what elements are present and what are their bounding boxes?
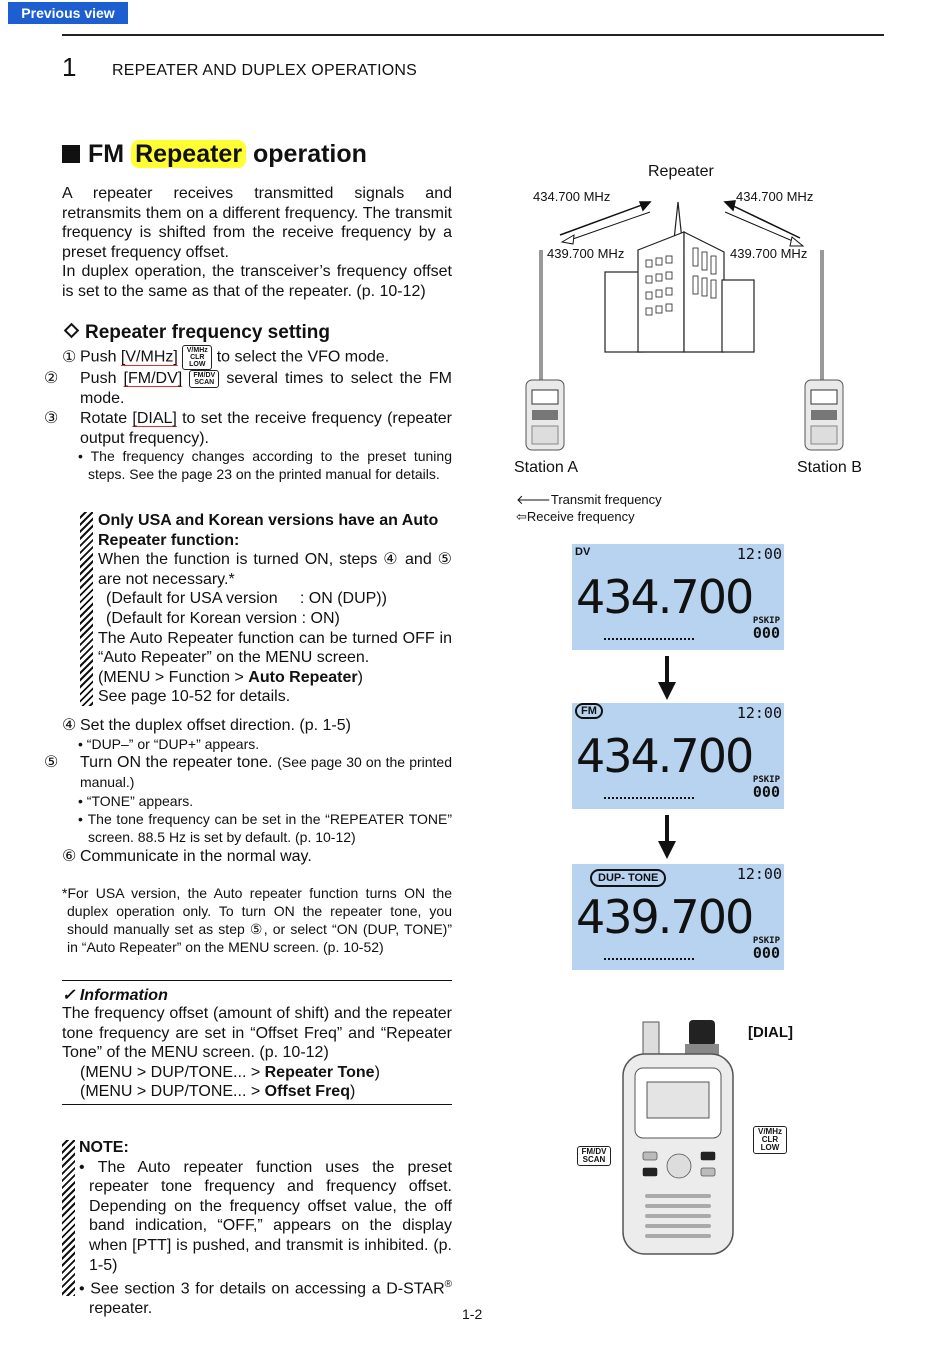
step-3-bullet: • The frequency changes according to the preset tuning steps. See the page 23 on the printed manual for details. bbox=[78, 448, 452, 482]
legend-transmit: 🡐Transmit frequency bbox=[516, 492, 662, 507]
tx-arrow-right bbox=[725, 202, 800, 238]
station-b-label: Station B bbox=[797, 459, 862, 476]
step-4: ④ Set the duplex offset direction. (p. 1-5) bbox=[62, 717, 351, 734]
repeater-diagram bbox=[500, 180, 880, 460]
auto-repeater-note: Only USA and Korean versions have an Auto Repeater function: When the function is turned ON, steps ④ and ⑤ are not necessary.* (Default for USA version : ON (DUP)) (Default for Korean version : ON) The Auto Repeater function can be turned OFF in “Auto Repeater” on the MENU screen. (MENU > Function > Auto Repeater) See page 10-52 for details. bbox=[98, 512, 452, 706]
chapter-title: REPEATER AND DUPLEX OPERATIONS bbox=[112, 62, 418, 79]
information-title: ✓ Information bbox=[62, 987, 168, 1004]
step-4-bullet: • “DUP–” or “DUP+” appears. bbox=[78, 736, 260, 752]
section-title: FM Repeater operation bbox=[62, 140, 367, 169]
dial-label: [DIAL] bbox=[748, 1024, 793, 1041]
note-block: NOTE: • The Auto repeater function uses the preset repeater tone frequency and frequency offset. Depending on the frequency offset value, the off band indication, “OFF,” appears on the display when [PTT] is pushed, and transmit is inhibited. (p. 1-5) • See section 3 for details on accessing a D-STAR® repeater. bbox=[79, 1139, 453, 1318]
info-bottom-rule bbox=[62, 1104, 452, 1105]
square-bullet-icon bbox=[62, 145, 80, 163]
freq-bottom-left: 439.700 MHz bbox=[547, 246, 625, 261]
freq-top-right: 434.700 MHz bbox=[736, 189, 814, 204]
tx-arrow-left bbox=[560, 202, 650, 235]
note-hatch-bar bbox=[80, 512, 93, 706]
diamond-icon bbox=[64, 323, 80, 339]
fmdv-key-label: FM/DV SCAN bbox=[577, 1146, 611, 1166]
freq-bottom-right: 439.700 MHz bbox=[730, 246, 808, 261]
station-a-label: Station A bbox=[514, 459, 579, 476]
rx-arrowhead-right bbox=[790, 237, 803, 246]
note-hatch-bar-2 bbox=[62, 1140, 75, 1296]
legend-receive: ⇦Receive frequency bbox=[516, 509, 635, 524]
vmhz-key-icon: V/MHz CLR LOW bbox=[182, 345, 212, 370]
intro-paragraph: A repeater receives transmitted signals and retransmits them on a different frequency. The transmit frequency is shifted from the receive frequency by a preset frequency offset. In duplex operation, the transceiver’s frequency offset is set to the same as that of the repeater. (p. 10-12) bbox=[62, 185, 452, 300]
left-arrow-icon: 🡐 bbox=[516, 492, 551, 507]
subsection-title: Repeater frequency setting bbox=[62, 322, 330, 344]
step-1: ① Push [V/MHz] V/MHz CLR LOW to select the VFO mode. bbox=[62, 347, 390, 368]
tx-arrowhead-left bbox=[640, 202, 650, 210]
radio-illustration bbox=[615, 1018, 745, 1258]
down-arrow-icon bbox=[657, 815, 677, 859]
repeater-label: Repeater bbox=[648, 163, 714, 180]
lcd-display-fm: FM 12:00 434.700 PSKIP 000 bbox=[572, 703, 784, 809]
information-text: The frequency offset (amount of shift) and the repeater tone frequency are set in “Offset Freq” and “Repeater Tone” of the MENU screen. (p. 10-12) (MENU > DUP/TONE... > Repeater Tone) (MENU > DUP/TONE... > Offset Freq) bbox=[62, 1005, 452, 1101]
page-number: 1-2 bbox=[462, 1306, 483, 1322]
lcd-display-dup-tone: DUP- TONE 12:00 439.700 PSKIP 000 bbox=[572, 864, 784, 970]
step-6: ⑥ Communicate in the normal way. bbox=[62, 848, 312, 865]
rx-arrow-right bbox=[725, 212, 795, 242]
chapter-number: 1 bbox=[62, 52, 77, 82]
dial-knob bbox=[689, 1020, 715, 1046]
header-rule bbox=[62, 34, 884, 36]
check-icon: ✓ bbox=[62, 987, 76, 1004]
title-highlight: Repeater bbox=[131, 140, 246, 168]
station-a-radio bbox=[526, 250, 564, 450]
lcd-display-dv: DV 12:00 434.700 PSKIP 000 bbox=[572, 544, 784, 650]
freq-top-left: 434.700 MHz bbox=[533, 189, 611, 204]
step-5-bullet-2: • The tone frequency can be set in the “REPEATER TONE” screen. 88.5 Hz is set by default. (p. 10-12) bbox=[78, 811, 453, 845]
city-buildings bbox=[605, 202, 754, 352]
previous-view-button[interactable]: Previous view bbox=[8, 2, 128, 24]
info-top-rule bbox=[62, 980, 452, 981]
down-arrow-icon bbox=[657, 656, 677, 700]
hollow-left-arrow-icon: ⇦ bbox=[516, 509, 527, 524]
fmdv-key-icon: FM/DV SCAN bbox=[189, 370, 219, 388]
step-2: ② Push [FM/DV] FM/DV SCAN several times to select the FM mode. bbox=[44, 370, 453, 407]
vmhz-key-label: V/MHz CLR LOW bbox=[753, 1126, 787, 1154]
step-5: ⑤ Turn ON the repeater tone. (See page 30 on the printed manual.) bbox=[44, 754, 453, 790]
tx-arrowhead-right bbox=[725, 201, 735, 210]
rx-arrowhead-left bbox=[562, 235, 574, 244]
footnote: *For USA version, the Auto repeater function turns ON the duplex operation only. To turn ON the repeater tone, you should manually set as step ⑤, or select “ON (DUP, TONE)” in “Auto Repeater” on the MENU screen. (p. 10-52) bbox=[62, 885, 452, 955]
step-3: ③ Rotate [DIAL] to set the receive frequency (repeater output frequency). bbox=[44, 410, 453, 447]
station-b-radio bbox=[805, 250, 843, 450]
step-5-bullet-1: • “TONE” appears. bbox=[78, 793, 194, 809]
